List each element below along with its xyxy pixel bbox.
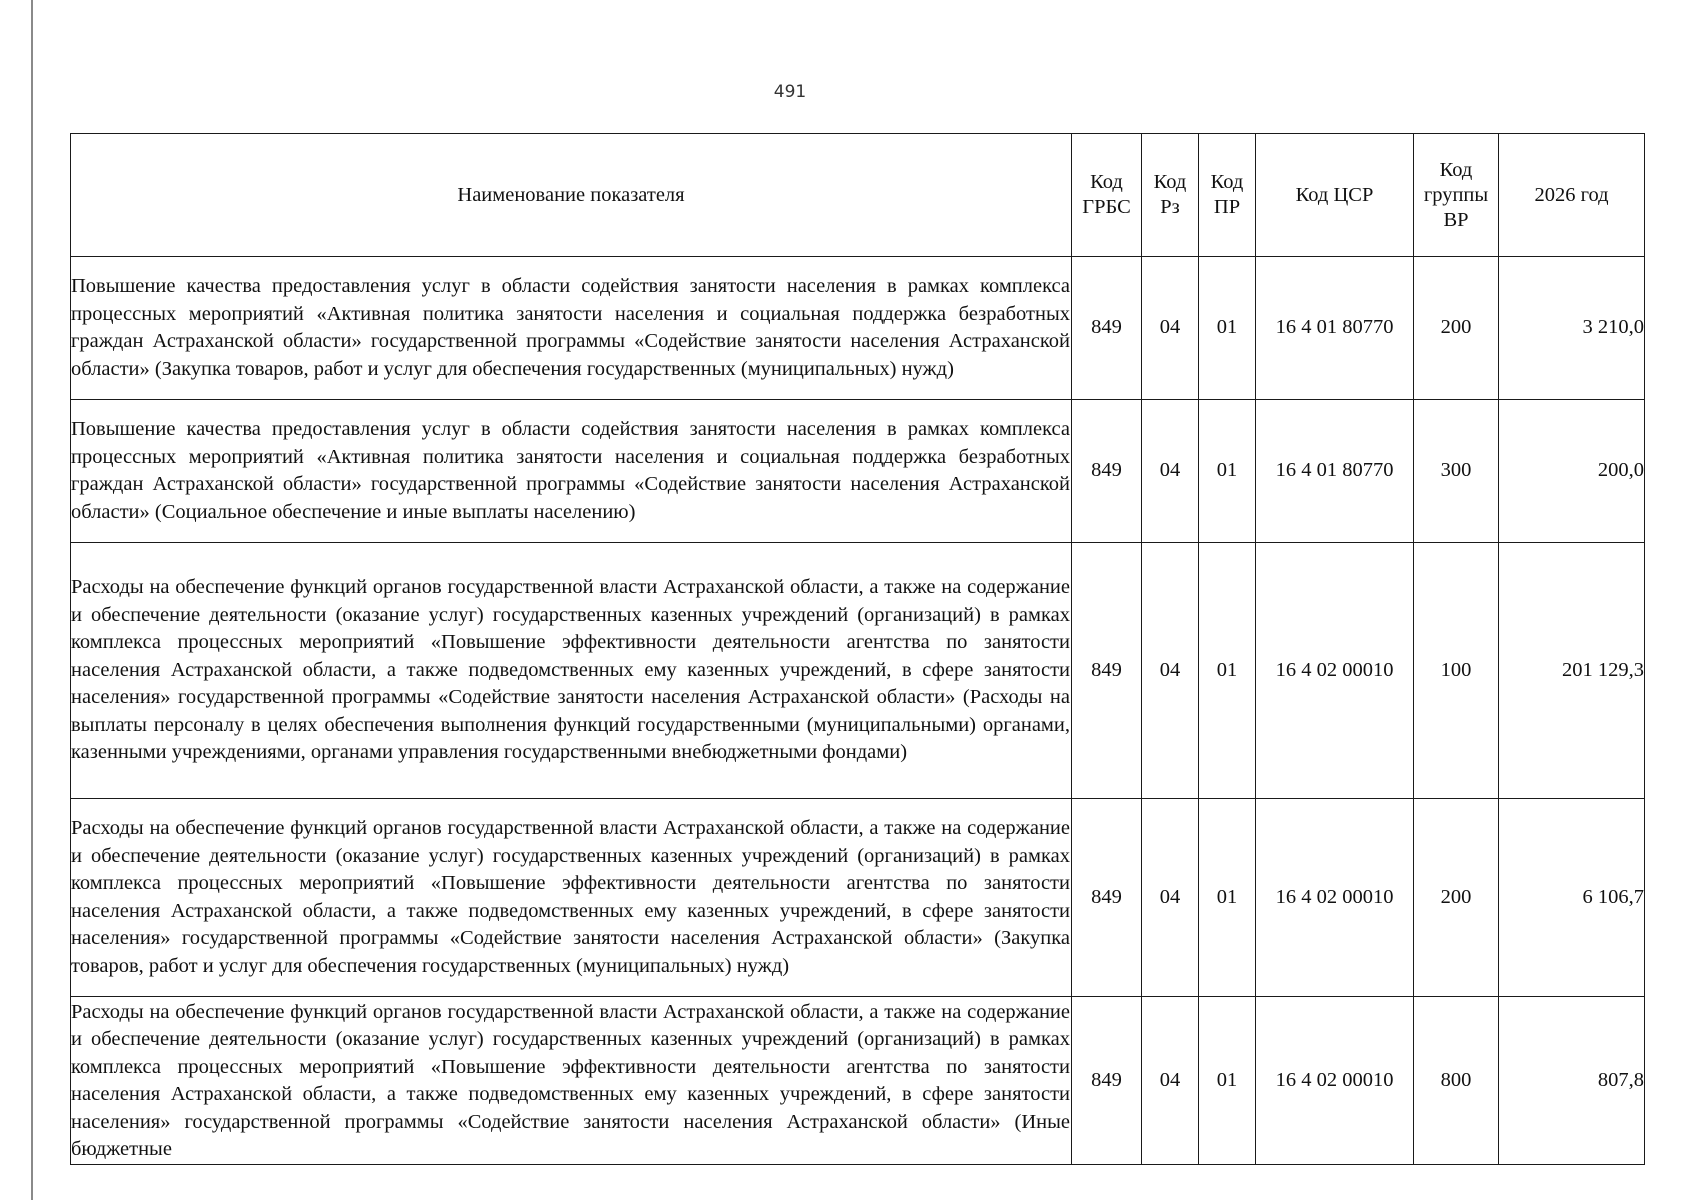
- csr-code: 16 4 02 00010: [1256, 543, 1414, 799]
- rz-code: 04: [1142, 257, 1199, 400]
- vr-code: 300: [1414, 400, 1499, 543]
- amount-2026: 6 106,7: [1499, 799, 1645, 997]
- table-row: [71, 799, 1645, 997]
- header-vr: Код группы ВР: [1414, 134, 1499, 257]
- page-number: 491: [773, 82, 807, 102]
- header-csr: Код ЦСР: [1256, 134, 1414, 257]
- table-row: [71, 257, 1645, 400]
- vr-code: 800: [1414, 997, 1499, 1165]
- grbs-code: 849: [1072, 400, 1142, 543]
- rz-code: 04: [1142, 400, 1199, 543]
- row-description: [71, 997, 1072, 1165]
- pr-code: 01: [1199, 400, 1256, 543]
- grbs-code: 849: [1072, 257, 1142, 400]
- row-description: Повышение качества предоставления услуг в области содействия занятости населения в рамках комплекса процессных мероприятий «Активная политика занятости населения и социальная поддержка безработных граждан Астраханской области» государственной программы «Содействие занятости населения Астраханской области» (Социальное обеспечение и иные выплаты населению): [71, 400, 1072, 543]
- table-row: [71, 543, 1645, 799]
- table-row: [71, 997, 1645, 1165]
- pr-code: 01: [1199, 997, 1256, 1165]
- amount-2026: 201 129,3: [1499, 543, 1645, 799]
- header-rz: Код Рз: [1142, 134, 1199, 257]
- row-description: Расходы на обеспечение функций органов государственной власти Астраханской области, а также на содержание и обеспечение деятельности (оказание услуг) государственных казенных учреждений (организаций) в рамках комплекса процессных мероприятий «Повышение эффективности деятельности агентства по занятости населения Астраханской области, а также подведомственных ему казенных учреждений, в сфере занятости населения» государственной программы «Содействие занятости населения Астраханской области» (Расходы на выплаты персоналу в целях обеспечения выполнения функций государственными (муниципальными) органами, казенными учреждениями, органами управления государственными внебюджетными фондами): [71, 543, 1072, 799]
- header-name: Наименование показателя: [71, 134, 1072, 257]
- row-description-text: Расходы на обеспечение функций органов государственной власти Астраханской области, а также на содержание и обеспечение деятельности (оказание услуг) государственных казенных учреждений (организаций) в рамках комплекса процессных мероприятий «Повышение эффективности деятельности агентства по занятости населения Астраханской области, а также подведомственных ему казенных учреждений, в сфере занятости населения» государственной программы «Содействие занятости населения Астраханской области» (Иные бюджетные: [71, 1000, 1070, 1160]
- csr-code: 16 4 01 80770: [1256, 257, 1414, 400]
- row-description: Расходы на обеспечение функций органов государственной власти Астраханской области, а также на содержание и обеспечение деятельности (оказание услуг) государственных казенных учреждений (организаций) в рамках комплекса процессных мероприятий «Повышение эффективности деятельности агентства по занятости населения Астраханской области, а также подведомственных ему казенных учреждений, в сфере занятости населения» государственной программы «Содействие занятости населения Астраханской области» (Закупка товаров, работ и услуг для обеспечения государственных (муниципальных) нужд): [71, 799, 1072, 997]
- budget-table: [70, 133, 1645, 1165]
- rz-code: 04: [1142, 997, 1199, 1165]
- pr-code: 01: [1199, 799, 1256, 997]
- csr-code: 16 4 02 00010: [1256, 997, 1414, 1165]
- amount-2026: 807,8: [1499, 997, 1645, 1165]
- table-row: [71, 400, 1645, 543]
- header-pr: Код ПР: [1199, 134, 1256, 257]
- row-description: Повышение качества предоставления услуг в области содействия занятости населения в рамках комплекса процессных мероприятий «Активная политика занятости населения и социальная поддержка безработных граждан Астраханской области» государственной программы «Содействие занятости населения Астраханской области» (Закупка товаров, работ и услуг для обеспечения государственных (муниципальных) нужд): [71, 257, 1072, 400]
- grbs-code: 849: [1072, 799, 1142, 997]
- rz-code: 04: [1142, 799, 1199, 997]
- vr-code: 200: [1414, 257, 1499, 400]
- grbs-code: 849: [1072, 543, 1142, 799]
- binding-line: [31, 0, 33, 1200]
- pr-code: 01: [1199, 543, 1256, 799]
- vr-code: 200: [1414, 799, 1499, 997]
- vr-code: 100: [1414, 543, 1499, 799]
- amount-2026: 200,0: [1499, 400, 1645, 543]
- header-grbs: Код ГРБС: [1072, 134, 1142, 257]
- grbs-code: 849: [1072, 997, 1142, 1165]
- pr-code: 01: [1199, 257, 1256, 400]
- csr-code: 16 4 01 80770: [1256, 400, 1414, 543]
- header-year: 2026 год: [1499, 134, 1645, 257]
- amount-2026: 3 210,0: [1499, 257, 1645, 400]
- table-header-row: [71, 134, 1645, 257]
- csr-code: 16 4 02 00010: [1256, 799, 1414, 997]
- rz-code: 04: [1142, 543, 1199, 799]
